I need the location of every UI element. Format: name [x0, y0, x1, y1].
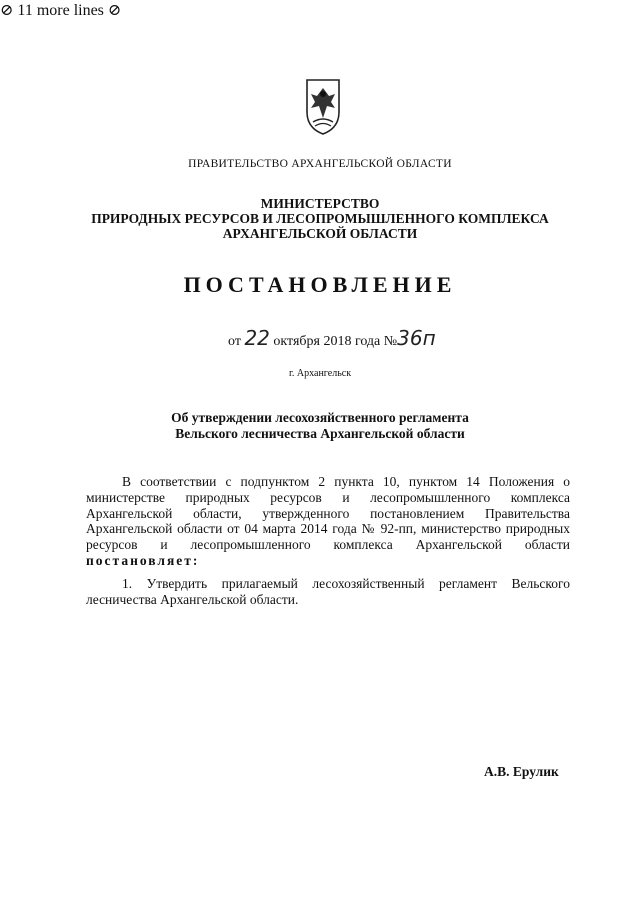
coat-of-arms-icon: [303, 78, 343, 136]
city-label: г. Архангельск: [288, 368, 352, 379]
preamble-paragraph: [86, 474, 570, 569]
subject-line: Об утверждении лесохозяйственного регламента: [171, 410, 469, 425]
ministry-line: АРХАНГЕЛЬСКОЙ ОБЛАСТИ: [222, 226, 418, 241]
date-day-handwritten: 22: [244, 326, 270, 350]
subject-line: Вельского лесничества Архангельской области: [175, 426, 465, 441]
item-1-paragraph: 1. Утвердить прилагаемый лесохозяйственный регламент Вельского лесничества Архангельской области.: [86, 576, 570, 607]
date-prefix: от: [228, 334, 241, 349]
ministry-line: ПРИРОДНЫХ РЕСУРСОВ И ЛЕСОПРОМЫШЛЕННОГО КОМПЛЕКСА: [91, 211, 549, 226]
number-sign: №: [383, 334, 398, 349]
date-line: [228, 326, 436, 350]
date-rest: октября 2018 года: [273, 334, 381, 349]
subject-heading: [0, 410, 640, 442]
ministry-line: МИНИСТЕРСТВО: [260, 196, 380, 211]
preamble-text: В соответствии с подпунктом 2 пункта 10, пунктом 14 Положения о министерстве природных ресурсов и лесопромышленного комплекса Архангельской области, утвержденного постановлением Правительства Архангельской области от 04 марта 2014 года № 92-пп, министерство природных ресурсов и лесопромышленного комплекса Архангельской области: [86, 474, 570, 553]
document-title: ПОСТАНОВЛЕНИЕ: [183, 272, 457, 297]
decree-word: постановляет:: [86, 552, 200, 568]
document-number-handwritten: 36п: [397, 326, 436, 350]
ministry-header: [0, 196, 640, 241]
government-header: ПРАВИТЕЛЬСТВО АРХАНГЕЛЬСКОЙ ОБЛАСТИ: [188, 158, 452, 170]
signer-name: А.В. Ерулик: [484, 764, 559, 779]
